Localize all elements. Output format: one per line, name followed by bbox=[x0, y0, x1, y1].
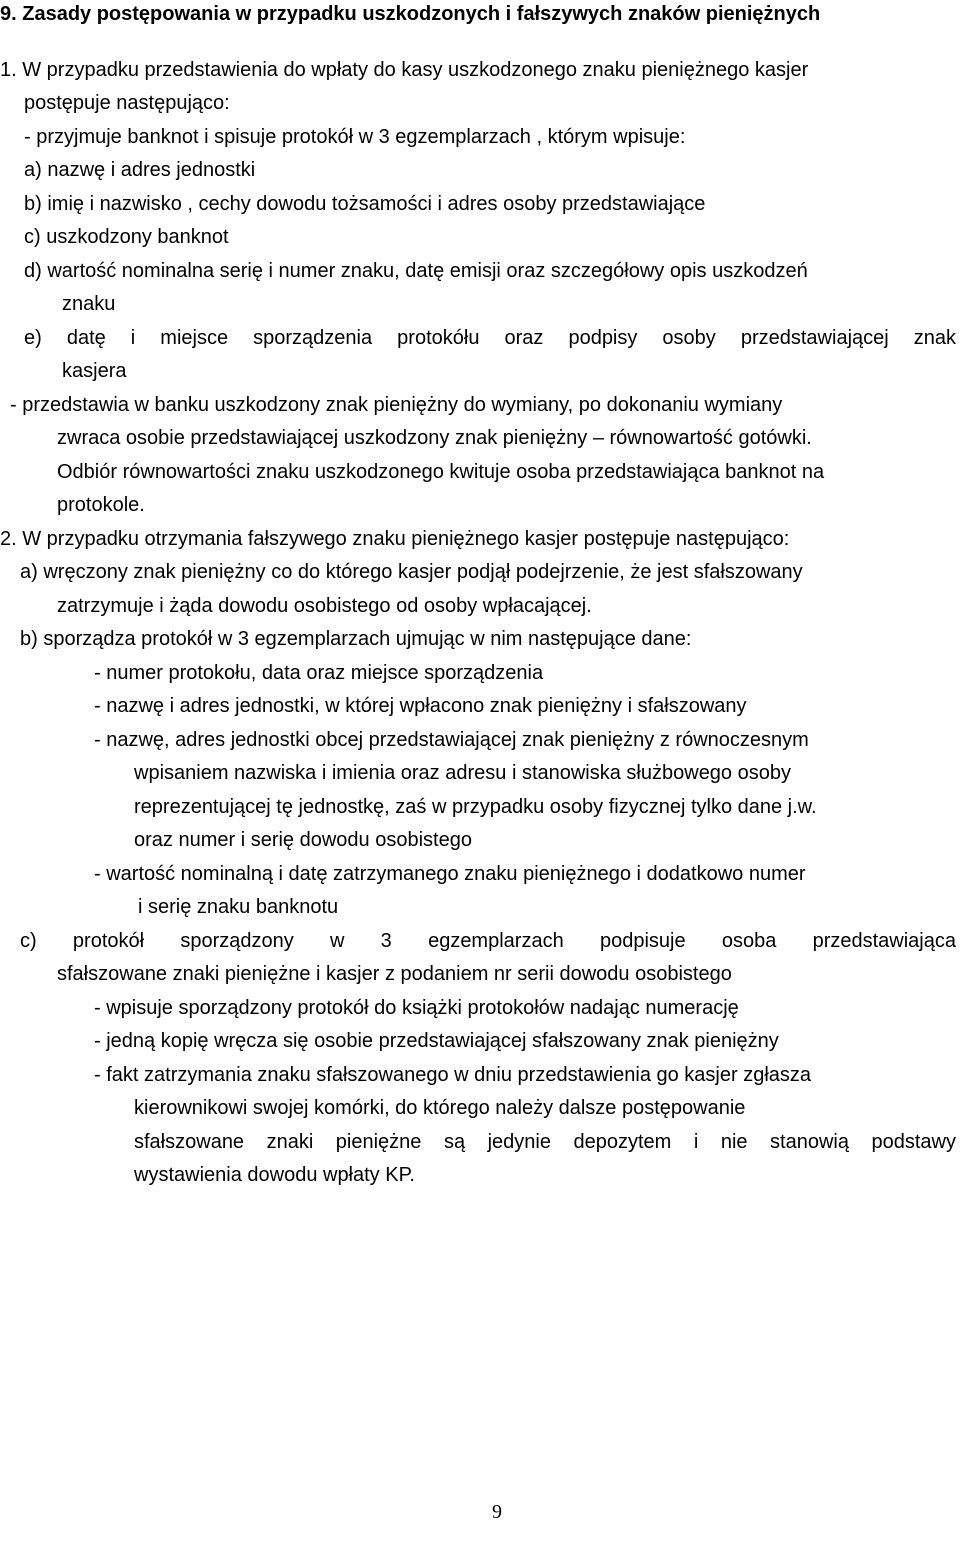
section-heading: 9. Zasady postępowania w przypadku uszkodzonych i fałszywych znaków pieniężnych bbox=[0, 3, 821, 25]
section-2-item-c-line-1: c) protokół sporządzony w 3 egzemplarzach podpisuje osoba przedstawiająca bbox=[20, 930, 956, 952]
section-2-c-dash-2: - jedną kopię wręcza się osobie przedstawiającej sfałszowany znak pieniężny bbox=[94, 1030, 779, 1052]
section-2-b-dash-3-line-2: wpisaniem nazwiska i imienia oraz adresu i stanowiska służbowego osoby bbox=[134, 762, 791, 784]
section-1-item-a: a) nazwę i adres jednostki bbox=[24, 159, 256, 181]
section-2-b-dash-1: - numer protokołu, data oraz miejsce sporządzenia bbox=[94, 662, 544, 684]
section-2-b-dash-3-line-3: reprezentującej tę jednostkę, zaś w przypadku osoby fizycznej tylko dane j.w. bbox=[134, 796, 817, 818]
section-2-item-a-line-2: zatrzymuje i żąda dowodu osobistego od osoby wpłacającej. bbox=[57, 595, 592, 617]
section-2-intro: 2. W przypadku otrzymania fałszywego znaku pieniężnego kasjer postępuje następująco: bbox=[0, 528, 790, 550]
section-2-item-b: b) sporządza protokół w 3 egzemplarzach ujmując w nim następujące dane: bbox=[20, 628, 692, 650]
section-1-dash-2-line-3: Odbiór równowartości znaku uszkodzonego kwituje osoba przedstawiająca banknot na bbox=[57, 461, 825, 483]
section-2-b-dash-4-line-2: i serię znaku banknotu bbox=[138, 896, 339, 918]
section-1-item-e-line-1: e) datę i miejsce sporządzenia protokółu oraz podpisy osoby przedstawiającej znak bbox=[24, 327, 956, 349]
section-2-b-dash-2: - nazwę i adres jednostki, w której wpłacono znak pieniężny i sfałszowany bbox=[94, 695, 747, 717]
section-2-b-dash-4-line-1: - wartość nominalną i datę zatrzymanego znaku pieniężnego i dodatkowo numer bbox=[94, 863, 806, 885]
section-1-dash-2-line-1: - przedstawia w banku uszkodzony znak pieniężny do wymiany, po dokonaniu wymiany bbox=[10, 394, 783, 416]
section-2-b-dash-3-line-1: - nazwę, adres jednostki obcej przedstawiającej znak pieniężny z równoczesnym bbox=[94, 729, 809, 751]
section-2-c-dash-3-line-1: - fakt zatrzymania znaku sfałszowanego w dniu przedstawienia go kasjer zgłasza bbox=[94, 1064, 812, 1086]
section-1-item-e-line-2: kasjera bbox=[62, 360, 127, 382]
section-2-c-dash-3-line-4: wystawienia dowodu wpłaty KP. bbox=[134, 1164, 415, 1186]
section-2-c-dash-3-line-3: sfałszowane znaki pieniężne są jedynie depozytem i nie stanowią podstawy bbox=[134, 1131, 956, 1153]
section-2-b-dash-3-line-4: oraz numer i serię dowodu osobistego bbox=[134, 829, 472, 851]
section-1-dash-2-line-4: protokole. bbox=[57, 494, 145, 516]
section-2-c-dash-1: - wpisuje sporządzony protokół do książki protokołów nadając numerację bbox=[94, 997, 739, 1019]
section-1-intro-line-1: 1. W przypadku przedstawienia do wpłaty do kasy uszkodzonego znaku pieniężnego kasjer bbox=[0, 59, 809, 81]
section-2-item-a-line-1: a) wręczony znak pieniężny co do którego kasjer podjął podejrzenie, że jest sfałszowany bbox=[20, 561, 803, 583]
section-2-item-c-line-2: sfałszowane znaki pieniężne i kasjer z podaniem nr serii dowodu osobistego bbox=[57, 963, 732, 985]
section-1-intro-line-2: postępuje następująco: bbox=[24, 92, 230, 114]
section-1-item-d-line-2: znaku bbox=[62, 293, 116, 315]
section-1-item-c: c) uszkodzony banknot bbox=[24, 226, 229, 248]
section-1-dash-1: - przyjmuje banknot i spisuje protokół w 3 egzemplarzach , którym wpisuje: bbox=[24, 126, 686, 148]
section-1-item-d-line-1: d) wartość nominalna serię i numer znaku, datę emisji oraz szczegółowy opis uszkodzeń bbox=[24, 260, 808, 282]
page-number: 9 bbox=[492, 1501, 502, 1523]
section-1-item-b: b) imię i nazwisko , cechy dowodu tożsamości i adres osoby przedstawiające bbox=[24, 193, 706, 215]
section-2-c-dash-3-line-2: kierownikowi swojej komórki, do którego należy dalsze postępowanie bbox=[134, 1097, 746, 1119]
section-1-dash-2-line-2: zwraca osobie przedstawiającej uszkodzony znak pieniężny – równowartość gotówki. bbox=[57, 427, 812, 449]
